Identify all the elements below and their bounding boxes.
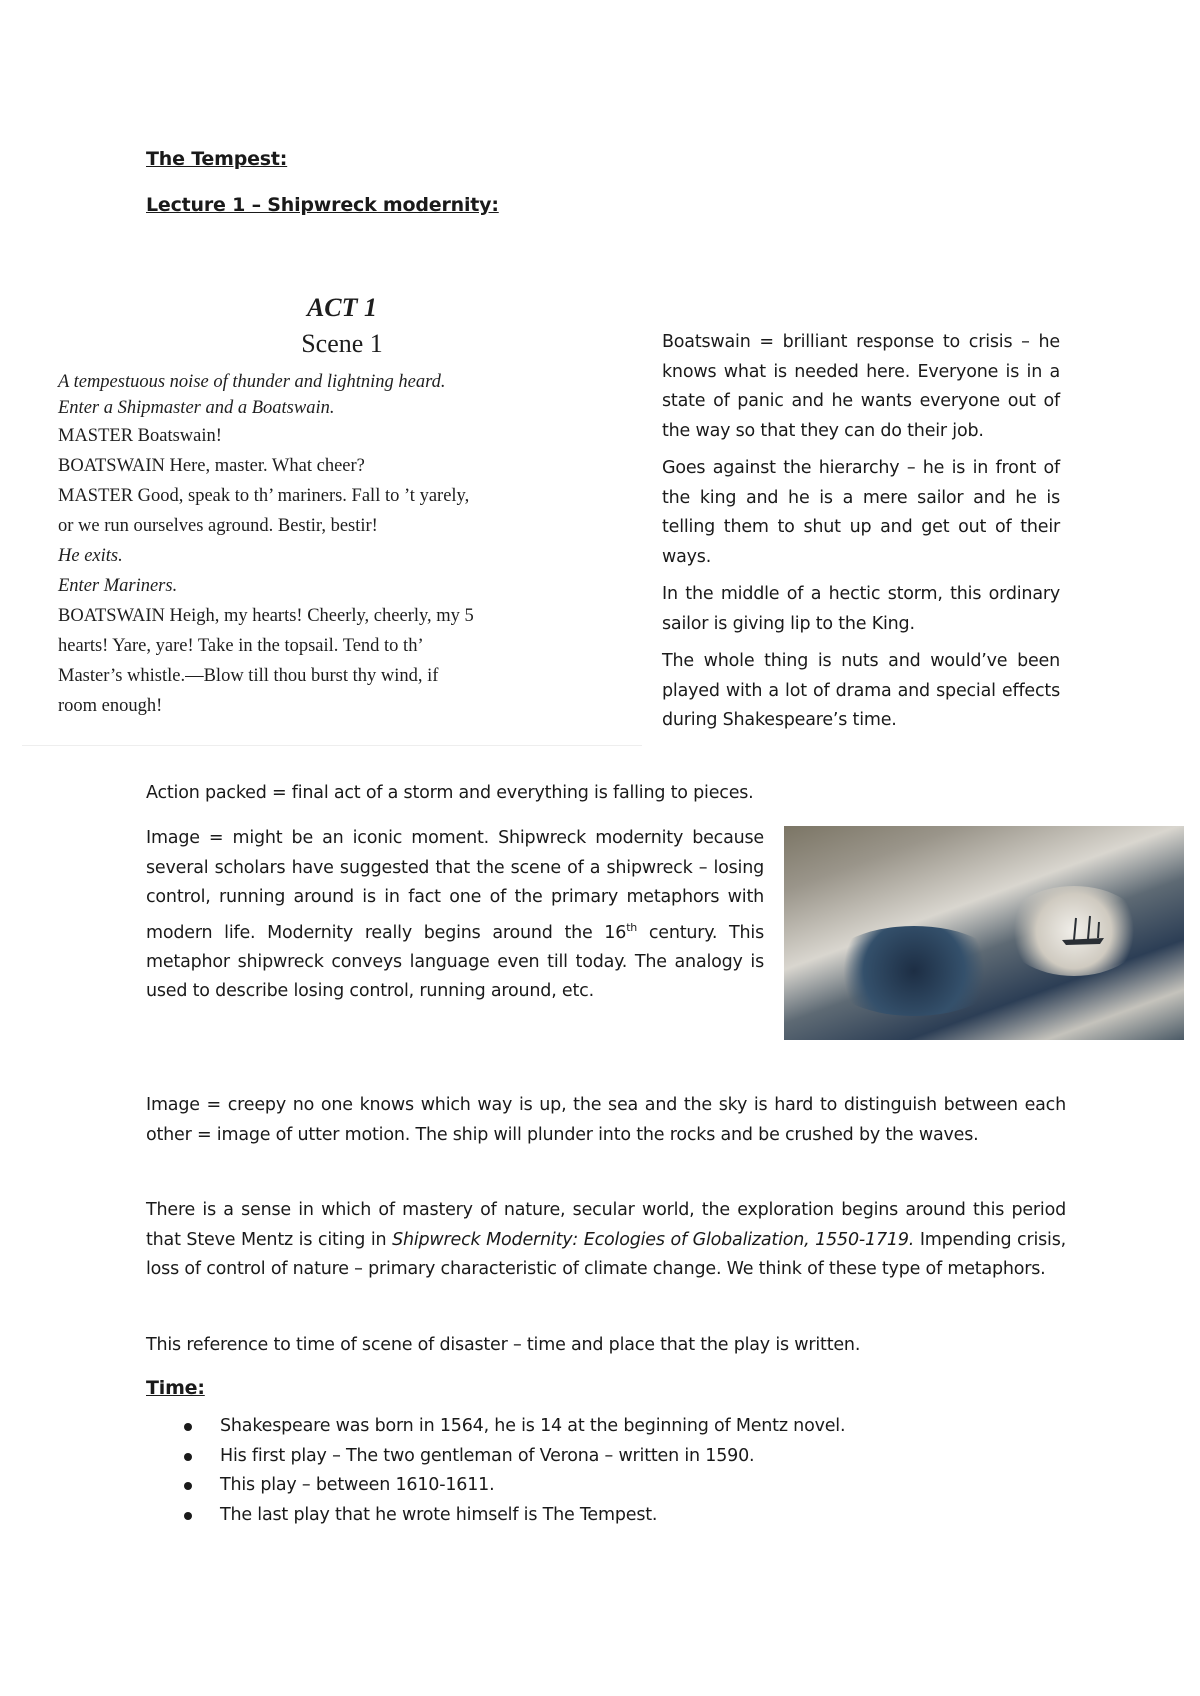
commentary-paragraph: Boatswain = brilliant response to crisis – he knows what is needed here. Everyone is in a state of panic and he wants everyone out of the way so that they can do their job. <box>662 332 1060 441</box>
reference-paragraph: This reference to time of scene of disaster – time and place that the play is written. <box>146 1335 861 1355</box>
ship-icon <box>1054 914 1114 948</box>
bullet-icon <box>184 1512 192 1520</box>
bullet-text: The last play that he wrote himself is The Tempest. <box>220 1504 658 1525</box>
commentary-paragraph: The whole thing is nuts and would’ve been played with a lot of drama and special effects during Shakespeare’s time. <box>662 651 1060 730</box>
script-line: Enter Mariners. <box>58 576 178 596</box>
bullet-text: Shakespeare was born in 1564, he is 14 at the beginning of Mentz novel. <box>220 1416 846 1436</box>
script-line: A tempestuous noise of thunder and lightning heard. <box>58 372 446 392</box>
commentary-paragraph: In the middle of a hectic storm, this ordinary sailor is giving lip to the King. <box>662 584 1060 634</box>
time-bullet-item <box>182 1501 1082 1531</box>
script-line: MASTER Boatswain! <box>58 426 222 446</box>
book-title: Shipwreck Modernity: Ecologies of Globalization, 1550-1719. <box>392 1229 915 1250</box>
script-line: hearts! Yare, yare! Take in the topsail. Tend to th’ <box>58 636 424 656</box>
time-bullet-item <box>182 1412 1082 1442</box>
image-paragraph-text: Image = might be an iconic moment. Shipwreck modernity because several scholars have suggested that the scene of a shipwreck – losing control, running around is in fact one of the primary metaphors with modern life. Modernity really begins around the 16 <box>146 828 764 943</box>
image-paragraph <box>146 824 764 1007</box>
mastery-text: There is a sense in which of mastery of nature, secular world, the exploration begins around this period that Steve Mentz is citing in <box>146 1200 1066 1250</box>
wave-swirl <box>824 926 1004 1016</box>
bullet-icon <box>184 1423 192 1431</box>
script-line: Enter a Shipmaster and a Boatswain. <box>58 398 335 418</box>
script-line: MASTER Good, speak to th’ mariners. Fall to ’t yarely, <box>58 486 470 506</box>
boatswain-commentary <box>662 328 1060 744</box>
time-heading: Time: <box>146 1377 205 1399</box>
superscript-th: th <box>626 920 638 934</box>
document-title: The Tempest: <box>146 148 288 170</box>
script-excerpt-image <box>22 285 642 746</box>
script-line: or we run ourselves aground. Bestir, bestir! <box>58 516 378 536</box>
mastery-text-cont: Impending crisis, loss of control of nature – primary characteristic of climate change. We think of these type of metaphors. <box>146 1229 1066 1279</box>
script-line: He exits. <box>58 546 123 566</box>
creepy-paragraph: Image = creepy no one knows which way is up, the sea and the sky is hard to distinguish between each other = image of utter motion. The ship will plunder into the rocks and be crushed by the waves. <box>146 1095 1066 1145</box>
script-line: BOATSWAIN Heigh, my hearts! Cheerly, cheerly, my 5 <box>58 606 474 626</box>
time-bullet-item <box>182 1471 1082 1501</box>
act-heading: ACT 1 <box>306 293 378 322</box>
lecture-heading: Lecture 1 – Shipwreck modernity: <box>146 194 499 216</box>
scene-heading: Scene 1 <box>301 329 383 358</box>
bullet-icon <box>184 1453 192 1461</box>
script-lines <box>58 369 618 721</box>
action-line: Action packed = final act of a storm and everything is falling to pieces. <box>146 783 754 803</box>
script-line: Master’s whistle.—Blow till thou burst thy wind, if <box>58 666 439 686</box>
mastery-paragraph <box>146 1196 1066 1285</box>
shipwreck-painting <box>784 826 1184 1040</box>
bullet-text: This play – between 1610-1611. <box>220 1475 495 1495</box>
commentary-paragraph: Goes against the hierarchy – he is in front of the king and he is a mere sailor and he is telling them to shut up and get out of their ways. <box>662 458 1060 567</box>
time-bullet-list <box>182 1412 1082 1530</box>
script-line: room enough! <box>58 696 163 716</box>
script-line: BOATSWAIN Here, master. What cheer? <box>58 456 365 476</box>
time-bullet-item <box>182 1442 1082 1472</box>
bullet-text: His first play – The two gentleman of Verona – written in 1590. <box>220 1445 755 1466</box>
image-paragraph-text-cont: century. This metaphor shipwreck conveys language even till today. The analogy is used to describe losing control, running around, etc. <box>146 922 764 1002</box>
bullet-icon <box>184 1482 192 1490</box>
